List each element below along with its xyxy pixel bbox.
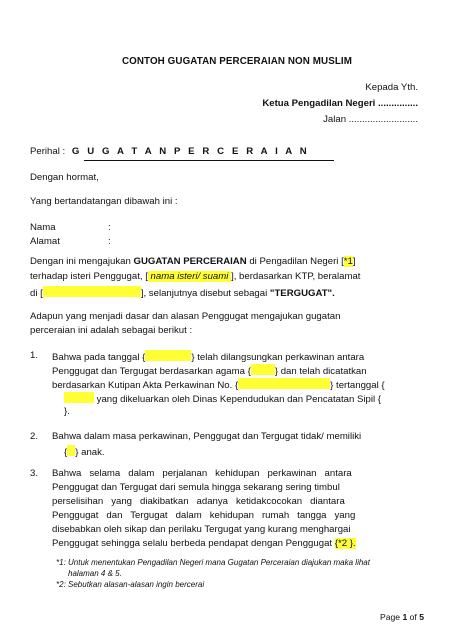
item-1-text-b: telah dilangsungkan perkawinan antara [197,352,365,363]
p1-text-c: di Pengadilan Negeri [ [249,256,344,267]
nama-colon: : [108,222,111,233]
p1-footnote-marker: *1 [343,256,353,267]
item-1-text-d: dan telah dicatatkan [280,366,367,377]
p1-line-2 [30,271,360,282]
p1-text-h: ], berdasarkan KTP, beralamat [231,271,361,282]
page-label: Page [380,612,401,622]
p1-tergugat-bold: "TERGUGAT". [269,288,335,299]
item-1-brace-close-1: } [191,352,195,363]
perihal-row [30,146,309,157]
item-3-line-2: Penggugat dan Tergugat dari semula hingga sekarang sering timbul [52,482,340,493]
item-2-line-1: Bahwa dalam masa perkawinan, Penggugat dan Tergugat tidak/ memiliki [52,431,362,442]
p1-gugatan-bold: GUGATAN PERCERAIAN [133,256,247,267]
p1-text-e: ] [352,256,356,267]
intro-line: Yang bertandatangan dibawah ini : [30,196,178,207]
address-line-1: Kepada Yth. [365,82,418,93]
item-1-brace-open-4: { [381,380,385,391]
item-1-date2-blank [64,392,94,403]
item-1-line-4 [64,392,381,405]
item-1-date-blank [145,350,191,361]
p1-text-j: ], selanjutnya disebut sebagai [140,288,268,299]
item-3-line-4: Penggugat dan Tergugat dalam kehidupan rumah tangga yang [52,510,356,521]
p1-address-blank [43,286,141,297]
item-1-text-e: berdasarkan Kutipan Akta Perkawinan No. [52,380,233,391]
p1-text-i: di [ [30,288,43,299]
alamat-colon: : [108,236,111,247]
page-of: of [409,612,417,622]
alamat-label: Alamat [30,236,60,247]
item-1-text-a: Bahwa pada tanggal [52,352,140,363]
item-3-line-1: Bahwa selama dalam perjalanan kehidupan perkawinan antara [52,468,352,479]
item-2-number: 2. [30,431,39,442]
item-1-number: 1. [30,350,39,361]
perihal-value: G U G A T A N P E R C E R A I A N [71,146,310,157]
item-2-text-b: anak. [81,447,105,458]
perihal-underline [84,160,334,161]
address-line-3: Jalan .......................... [323,114,418,125]
item-2-line-2 [64,445,105,458]
item-1-text-g: yang dikeluarkan oleh Dinas Kependudukan dan Pencatatan Sipil [96,394,376,405]
p2-line-1: Adapun yang menjadi dasar dan alasan Penggugat mengajukan gugatan [30,311,341,322]
item-2-brace-close: } [75,447,79,458]
item-1-brace-open-2: { [247,366,251,377]
item-1-brace-open-3: { [234,380,239,391]
item-3-number: 3. [30,468,39,479]
item-3-line-3: perselisihan yang diakibatkan adanya ketidakcocokan diantara [52,496,345,507]
greeting: Dengan hormat, [30,172,99,183]
footnote-1-cont: halaman 4 & 5. [68,569,122,578]
item-1-text-h: }. [64,406,70,417]
page-number [380,612,424,622]
item-1-line-2 [52,364,367,377]
item-1-brace-open-5: { [377,394,381,405]
item-1-akta-blank [238,378,330,389]
document-title: CONTOH GUGATAN PERCERAIAN NON MUSLIM [121,56,352,67]
p1-text-a: Dengan ini mengajukan [30,256,131,267]
p1-name-placeholder: nama isteri/ suami [147,271,232,282]
item-1-line-5 [64,406,70,417]
item-1-brace-open-1: { [142,352,146,363]
page-current: 1 [402,612,408,622]
item-1-line-3 [52,378,385,391]
item-3-text-l6a: Penggugat sehingga selalu berbeda pendapat dengan Penggugat [52,538,333,549]
item-2-brace-open: { [64,447,68,458]
nama-label: Nama [30,222,56,233]
page-total: 5 [419,612,424,622]
address-line-2: Ketua Pengadilan Negeri ............... [262,98,418,109]
item-1-text-f: tertanggal [336,380,379,391]
p1-text-f: terhadap isteri Penggugat, [ [30,271,148,282]
item-1-brace-close-2: } [274,366,279,377]
footnote-1: *1: Untuk menentukan Pengadilan Negeri mana Gugatan Perceraian diajukan maka lihat [56,558,370,567]
perihal-label: Perihal : [30,146,66,157]
item-1-brace-close-3: } [330,380,334,391]
p2-line-2: perceraian ini adalah sebagai berikut : [30,325,193,336]
item-1-text-c: Penggugat dan Tergugat berdasarkan agama [52,366,245,377]
p1-line-3 [30,286,335,299]
item-3-footnote-marker: {*2 }. [334,538,356,549]
item-1-line-1 [52,350,364,363]
footnote-2: *2: Sebutkan alasan-alasan ingin bercerai [56,580,205,589]
item-3-line-6 [52,538,356,549]
item-1-religion-blank [251,364,275,375]
p1-line-1 [30,256,355,267]
item-3-line-5: disebabkan oleh sikap dan perilaku Tergugat yang kurang menghargai [52,524,351,535]
